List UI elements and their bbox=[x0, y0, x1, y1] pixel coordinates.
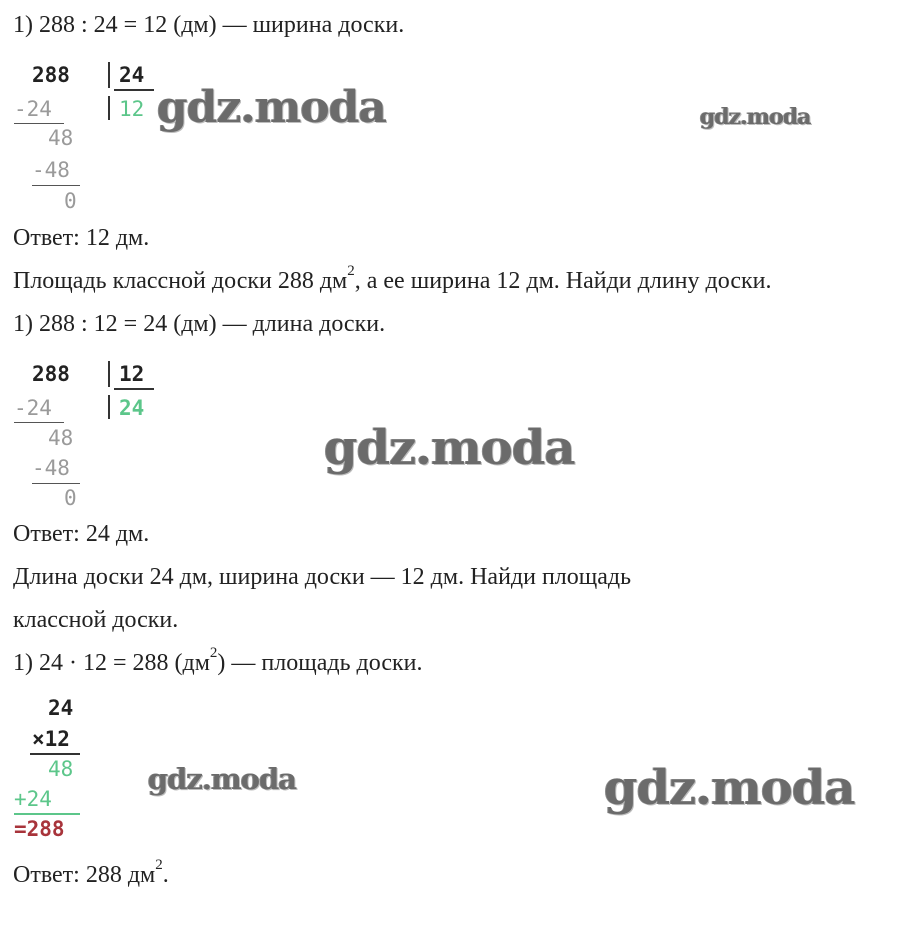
watermark: gdz.moda bbox=[324, 420, 575, 476]
subtrahend: -24 bbox=[14, 396, 52, 420]
product-result: =288 bbox=[14, 817, 65, 841]
dividend: 288 bbox=[32, 63, 70, 87]
superscript: 2 bbox=[155, 857, 163, 873]
divider bbox=[14, 422, 64, 423]
sum-line bbox=[14, 813, 80, 815]
divisor-underline bbox=[114, 89, 154, 91]
problem-text: классной доски. bbox=[13, 607, 179, 633]
division-bar bbox=[108, 62, 110, 88]
subtrahend: -48 bbox=[32, 456, 70, 480]
divisor: 12 bbox=[119, 362, 145, 386]
watermark: gdz.moda bbox=[148, 762, 297, 796]
remainder: 0 bbox=[64, 189, 77, 213]
subtrahend: -24 bbox=[14, 97, 52, 121]
answer-text-rest: . bbox=[162, 862, 169, 888]
divider bbox=[32, 185, 80, 186]
division-bar bbox=[108, 96, 110, 120]
partial-product: +24 bbox=[14, 787, 52, 811]
watermark: gdz.moda bbox=[157, 82, 387, 133]
step-text: 1) 24 · 12 = 288 (дм bbox=[13, 650, 210, 676]
problem-text-rest: , а ее ширина 12 дм. Найди длину доски. bbox=[354, 268, 772, 294]
remainder: 48 bbox=[48, 126, 74, 150]
product-line bbox=[30, 753, 80, 755]
problem-text bbox=[13, 263, 772, 296]
superscript: 2 bbox=[209, 645, 218, 661]
factor: 24 bbox=[48, 696, 74, 720]
watermark: gdz.moda bbox=[700, 104, 811, 130]
step-line: 1) 288 : 12 = 24 (дм) — длина доски. bbox=[13, 311, 386, 337]
divider bbox=[14, 123, 64, 124]
remainder: 48 bbox=[48, 426, 74, 450]
dividend: 288 bbox=[32, 362, 70, 386]
answer-text: Ответ: 288 дм bbox=[13, 862, 156, 888]
answer-line: Ответ: 12 дм. bbox=[13, 225, 150, 251]
step-text-rest: ) — площадь доски. bbox=[217, 650, 423, 676]
superscript: 2 bbox=[347, 263, 355, 279]
quotient: 12 bbox=[119, 97, 145, 121]
divisor: 24 bbox=[119, 63, 145, 87]
divisor-underline bbox=[114, 388, 154, 390]
remainder: 0 bbox=[64, 486, 77, 510]
division-bar bbox=[108, 361, 110, 387]
quotient: 24 bbox=[119, 396, 145, 420]
partial-product: 48 bbox=[48, 757, 74, 781]
answer-line bbox=[13, 857, 169, 890]
divider bbox=[32, 483, 80, 484]
problem-text: Длина доски 24 дм, ширина доски — 12 дм. Найди площадь bbox=[13, 564, 632, 590]
step-line bbox=[13, 645, 423, 678]
step-line: 1) 288 : 24 = 12 (дм) — ширина доски. bbox=[13, 12, 405, 38]
factor: ×12 bbox=[32, 727, 70, 751]
subtrahend: -48 bbox=[32, 158, 70, 182]
watermark: gdz.moda bbox=[604, 760, 855, 816]
problem-text-main: Площадь классной доски 288 дм bbox=[13, 268, 348, 294]
division-bar bbox=[108, 395, 110, 419]
answer-line: Ответ: 24 дм. bbox=[13, 521, 150, 547]
